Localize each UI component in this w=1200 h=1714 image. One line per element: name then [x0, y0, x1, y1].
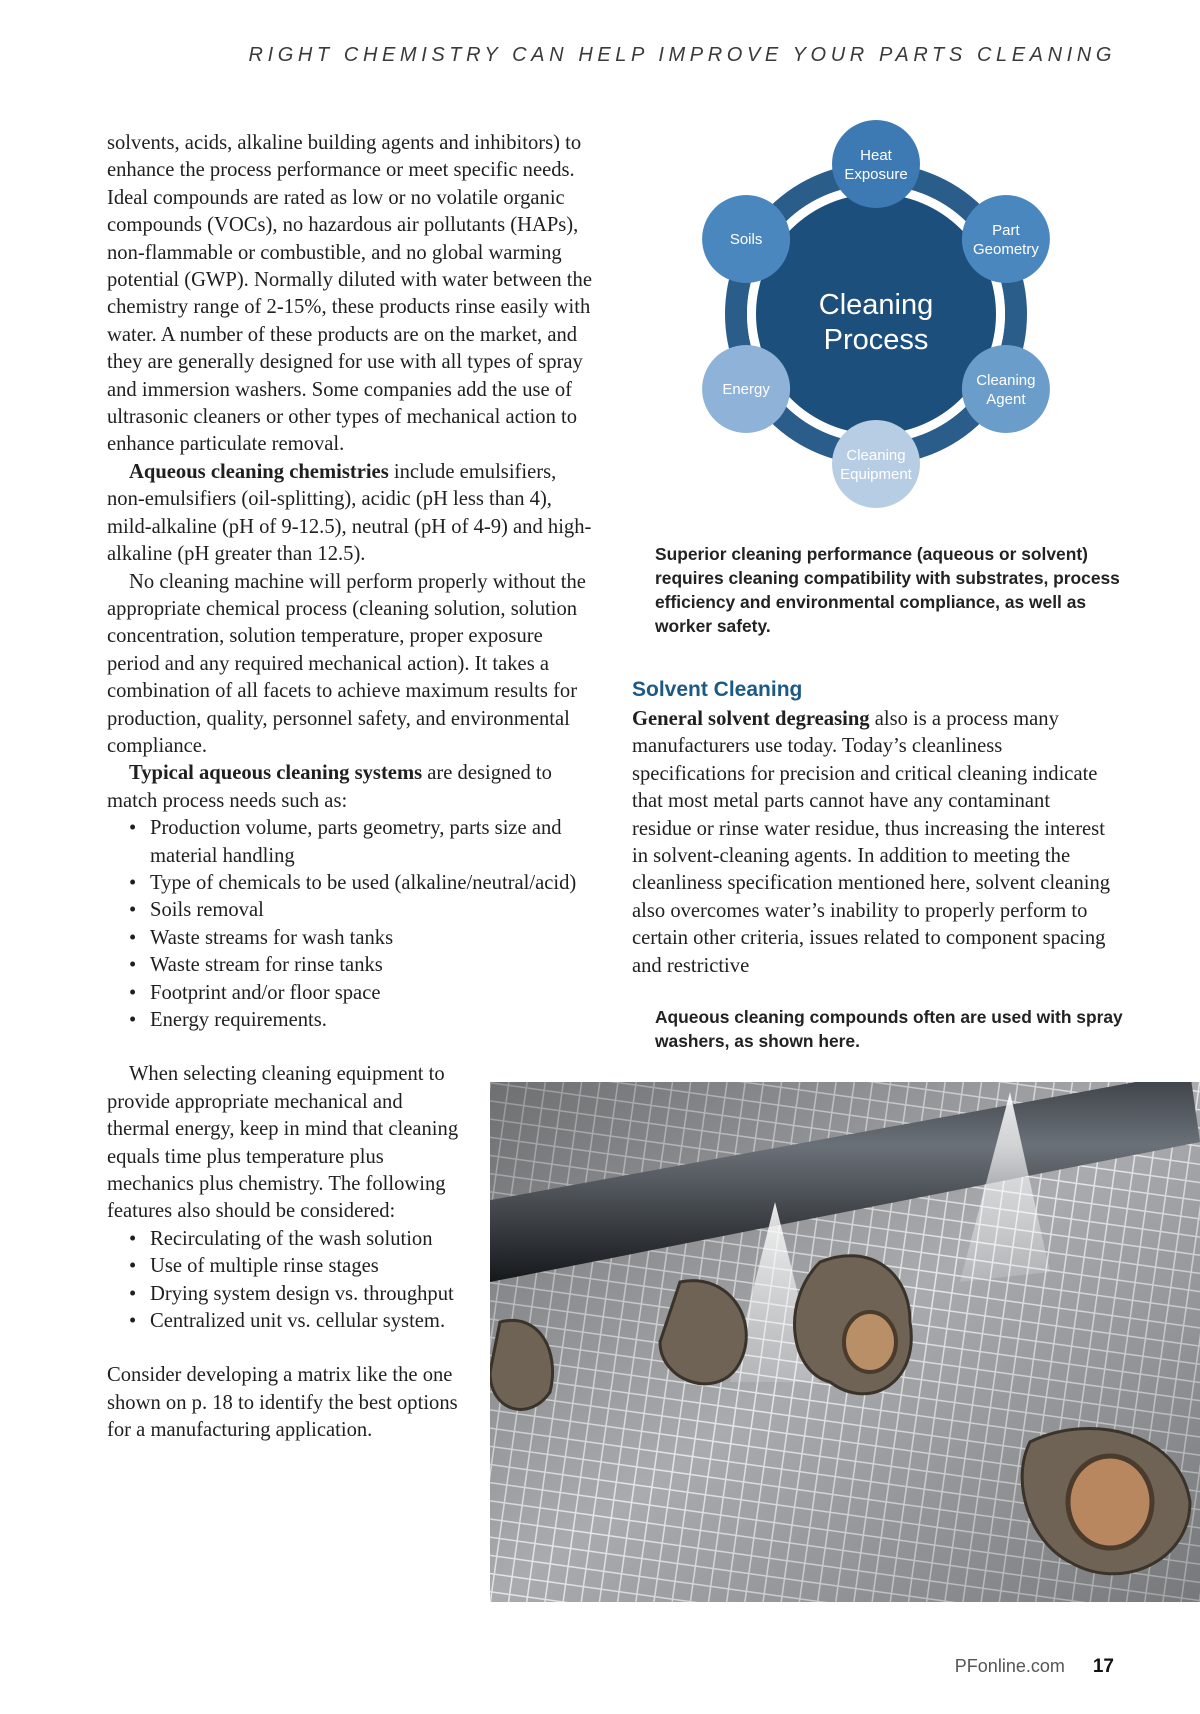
paragraph-matrix: Consider developing a matrix like the one shown on p. 18 to identify the best options for a manufacturing application.: [107, 1364, 458, 1442]
section-heading-solvent-cleaning: Solvent Cleaning: [632, 678, 803, 701]
diagram-node-soils: [702, 195, 790, 283]
diagram-node-label: Geometry: [972, 241, 1039, 258]
diagram-node-heat-exposure: [832, 120, 920, 208]
list-item: • Waste stream for rinse tanks: [129, 952, 597, 979]
diagram-node-energy: [702, 345, 790, 433]
paragraph-typical-systems-text: are designed to match process needs such as:: [107, 762, 552, 812]
process-needs-list: [107, 815, 597, 1034]
list-item: • Footprint and/or floor space: [129, 980, 597, 1007]
photo-caption: Aqueous cleaning compounds often are used with spray washers, as shown here.: [655, 1007, 1123, 1051]
paragraph-intro: solvents, acids, alkaline building agents and inhibitors) to enhance the process performance or meet specific needs. Ideal compounds are rated as low or no volatile organic compounds (VOCs), no hazardous air pollutants (HAPs), non-flammable or combustible, and no global warming potential (GWP). Normally diluted with water between the chemistry range of 2-15%, these products rinse easily with water. A number of these products are on the market, and they are generally designed for use with all types of spray and immersion washers. Some companies add the use of ultrasonic cleaners or other types of mechanical action to enhance particulate removal.: [107, 132, 592, 456]
diagram-node-label: Soils: [729, 231, 763, 248]
diagram-node-part-geometry: [962, 195, 1050, 283]
diagram-node-label: Equipment: [840, 466, 912, 483]
list-item: • Centralized unit vs. cellular system.: [129, 1308, 467, 1335]
diagram-node-circle: [832, 420, 920, 508]
page-footer: [955, 1656, 1114, 1678]
diagram-node-circle: [832, 120, 920, 208]
paragraph-typical-systems: [107, 760, 597, 815]
spray-washer-photo: [490, 1082, 1200, 1602]
diagram-center-line2: Process: [823, 324, 929, 356]
diagram-caption: Superior cleaning performance (aqueous or solvent) requires cleaning compatibility with substrates, process efficiency and environmental compliance, as well as worker safety.: [655, 544, 1120, 636]
paragraph-selecting-equipment: When selecting cleaning equipment to provide appropriate mechanical and thermal energy, keep in mind that cleaning equals time plus temperature plus mechanics plus chemistry. The following features also should be considered:: [107, 1063, 459, 1223]
running-header: RIGHT CHEMISTRY CAN HELP IMPROVE YOUR PARTS CLEANING: [248, 44, 1116, 66]
features-list: [107, 1226, 467, 1336]
list-item: • Use of multiple rinse stages: [129, 1253, 467, 1280]
paragraph-cleaning-machine: No cleaning machine will perform properly without the appropriate chemical process (cleaning solution, solution concentration, solution temperature, proper exposure period and any required mechanical action). It takes a combination of all facets to achieve maximum results for production, quality, personnel safety, and environmental compliance.: [107, 570, 586, 757]
diagram-node-label: Cleaning: [976, 372, 1036, 389]
diagram-node-label: Cleaning: [846, 447, 906, 464]
diagram-node-label: Heat: [860, 147, 892, 164]
list-item: • Recirculating of the wash solution: [129, 1226, 467, 1253]
diagram-node-label: Part: [992, 222, 1020, 239]
list-item: • Energy requirements.: [129, 1007, 597, 1034]
diagram-node-circle: [962, 345, 1050, 433]
list-item: • Waste streams for wash tanks: [129, 925, 597, 952]
paragraph-aqueous-chemistries-text: include emulsifiers, non-emulsifiers (oil-splitting), acidic (pH less than 4), mild-alkaline (pH of 9-12.5), neutral (pH of 4-9) and high-alkaline (pH greater than 12.5).: [107, 460, 592, 566]
diagram-node-label: Agent: [986, 391, 1026, 408]
cleaning-process-diagram: [680, 118, 1080, 538]
term-typical-aqueous-systems: Typical aqueous cleaning systems: [129, 762, 423, 785]
page-number: 17: [1092, 1656, 1114, 1677]
list-item: • Production volume, parts geometry, parts size and material handling: [129, 815, 597, 870]
diagram-node-circle: [962, 195, 1050, 283]
diagram-node-cleaning-agent: [962, 345, 1050, 433]
diagram-center-line1: Cleaning: [818, 289, 934, 321]
list-item: • Drying system design vs. throughput: [129, 1281, 467, 1308]
footer-site: PFonline.com: [954, 1656, 1065, 1676]
diagram-node-cleaning-equipment: [832, 420, 920, 508]
list-item: • Soils removal: [129, 897, 597, 924]
paragraph-solvent-degreasing-text: also is a process many manufacturers use today. Today’s cleanliness specifications for precision and critical cleaning indicate that most metal parts cannot have any contaminant residue or rinse water residue, thus increasing the interest in solvent-cleaning agents. In addition to meeting the cleanliness specification mentioned here, solvent cleaning also overcomes water’s inability to properly perform to certain other criteria, issues related to component spacing and restrictive: [632, 708, 1111, 977]
term-aqueous-cleaning-chemistries: Aqueous cleaning chemistries: [129, 460, 389, 483]
list-item: • Type of chemicals to be used (alkaline/neutral/acid): [129, 870, 597, 897]
right-column: [632, 676, 1112, 980]
spray-washer-illustration: [490, 1082, 1200, 1602]
term-general-solvent-degreasing: General solvent degreasing: [632, 708, 870, 730]
paragraph-aqueous-chemistries: [107, 459, 597, 569]
diagram-node-label: Energy: [722, 381, 770, 398]
diagram-node-label: Exposure: [844, 166, 908, 183]
paragraph-solvent-degreasing: [632, 706, 1112, 980]
